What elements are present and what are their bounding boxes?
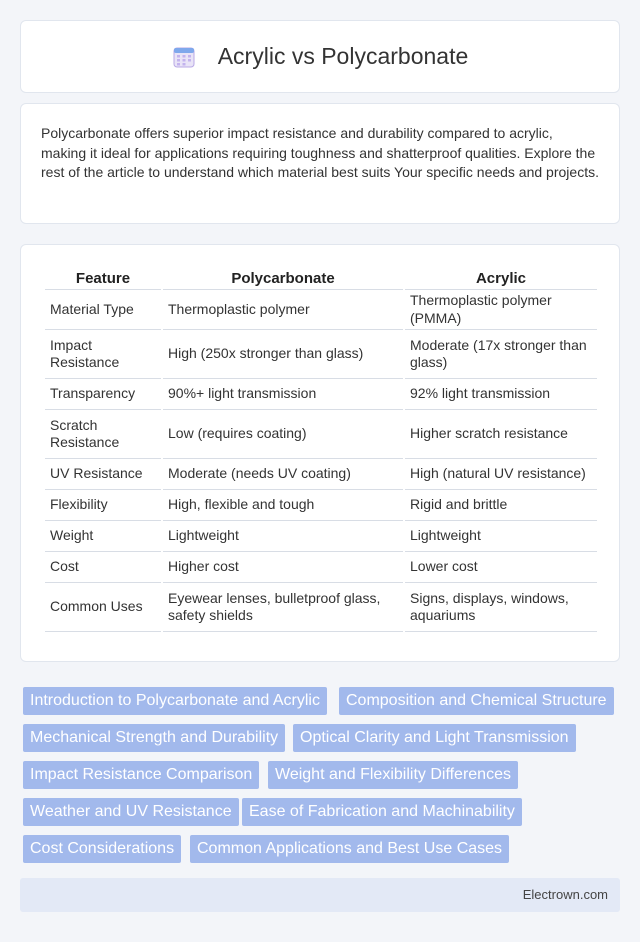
cell-feature: Flexibility <box>45 490 161 521</box>
cell-feature: Transparency <box>45 379 161 410</box>
cell-feature: Cost <box>45 552 161 583</box>
topic-tag[interactable]: Common Applications and Best Use Cases <box>190 835 509 863</box>
cell-feature: Weight <box>45 521 161 552</box>
cell-feature: Impact Resistance <box>45 330 161 379</box>
cell-acrylic: Higher scratch resistance <box>405 410 597 459</box>
cell-acrylic: 92% light transmission <box>405 379 597 410</box>
cell-polycarbonate: Low (requires coating) <box>163 410 403 459</box>
cell-polycarbonate: Thermoplastic polymer <box>163 290 403 330</box>
table-row <box>45 583 597 632</box>
table-row <box>45 330 597 379</box>
cell-polycarbonate: Higher cost <box>163 552 403 583</box>
cell-polycarbonate: Eyewear lenses, bulletproof glass, safety shields <box>163 583 403 632</box>
cell-acrylic: Lower cost <box>405 552 597 583</box>
cell-feature: Material Type <box>45 290 161 330</box>
cell-polycarbonate: Moderate (needs UV coating) <box>163 459 403 490</box>
header-feature: Feature <box>45 265 161 290</box>
cell-acrylic: Moderate (17x stronger than glass) <box>405 330 597 379</box>
footer <box>20 878 620 912</box>
page-title: Acrylic vs Polycarbonate <box>217 43 469 69</box>
topic-tag[interactable]: Weight and Flexibility Differences <box>268 761 518 789</box>
topic-tag[interactable]: Ease of Fabrication and Machinability <box>242 798 522 826</box>
topic-tag[interactable]: Introduction to Polycarbonate and Acrylic <box>23 687 327 715</box>
topic-tag[interactable]: Composition and Chemical Structure <box>339 687 614 715</box>
comparison-table <box>43 265 599 632</box>
cell-polycarbonate: Lightweight <box>163 521 403 552</box>
table-row <box>45 552 597 583</box>
table-row <box>45 410 597 459</box>
cell-polycarbonate: High (250x stronger than glass) <box>163 330 403 379</box>
comparison-table-card <box>20 244 620 662</box>
cell-acrylic: Signs, displays, windows, aquariums <box>405 583 597 632</box>
cell-polycarbonate: 90%+ light transmission <box>163 379 403 410</box>
calendar-grid-icon <box>172 45 196 69</box>
cell-acrylic: High (natural UV resistance) <box>405 459 597 490</box>
topic-tag[interactable]: Cost Considerations <box>23 835 181 863</box>
topic-tag[interactable]: Weather and UV Resistance <box>23 798 239 826</box>
header-card <box>20 20 620 93</box>
footer-site[interactable]: Electrown.com <box>522 887 608 902</box>
table-row <box>45 490 597 521</box>
intro-text: Polycarbonate offers superior impact resistance and durability compared to acrylic, making it ideal for applications requiring toughness and shatterproof qualities. Explore the rest of the article to understand which material best suits Your specific needs and projects. <box>41 125 599 180</box>
topic-tag[interactable]: Impact Resistance Comparison <box>23 761 259 789</box>
cell-acrylic: Rigid and brittle <box>405 490 597 521</box>
topic-tag[interactable]: Mechanical Strength and Durability <box>23 724 285 752</box>
header-polycarbonate: Polycarbonate <box>163 265 403 290</box>
table-row <box>45 521 597 552</box>
table-header-row <box>45 265 597 290</box>
table-row <box>45 379 597 410</box>
cell-polycarbonate: High, flexible and tough <box>163 490 403 521</box>
intro-card <box>20 103 620 224</box>
table-row <box>45 459 597 490</box>
table-row <box>45 290 597 330</box>
cell-acrylic: Lightweight <box>405 521 597 552</box>
cell-acrylic: Thermoplastic polymer (PMMA) <box>405 290 597 330</box>
cell-feature: Scratch Resistance <box>45 410 161 459</box>
header-acrylic: Acrylic <box>405 265 597 290</box>
cell-feature: Common Uses <box>45 583 161 632</box>
cell-feature: UV Resistance <box>45 459 161 490</box>
topic-tag[interactable]: Optical Clarity and Light Transmission <box>293 724 576 752</box>
